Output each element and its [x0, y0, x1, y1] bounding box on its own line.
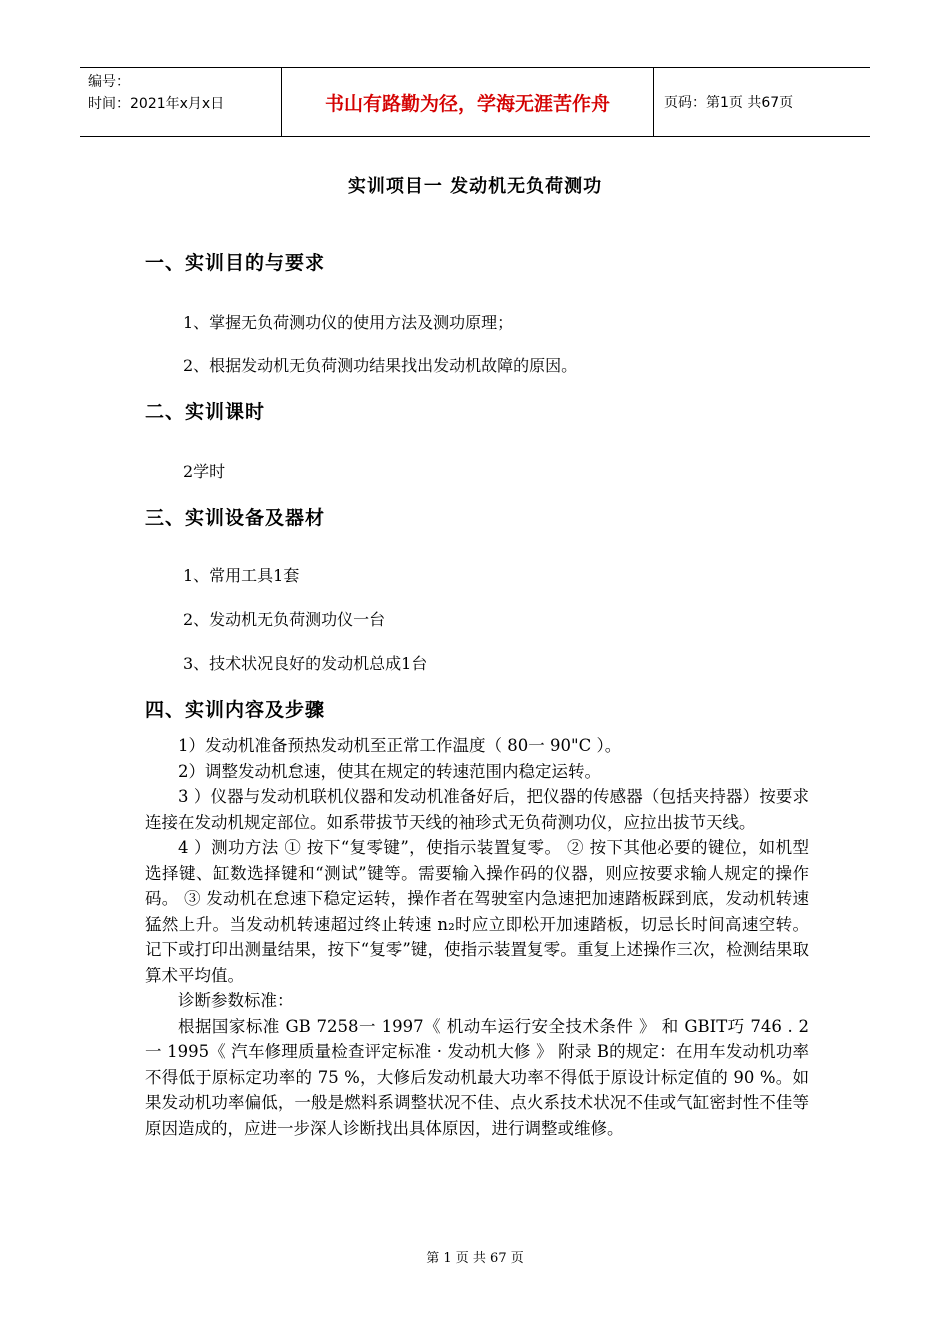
document-title: 实训项目一 发动机无负荷测功 — [347, 176, 603, 197]
section-heading-3: 三、实训设备及器材 — [145, 507, 326, 529]
paragraph: 2）调整发动机怠速，使其在规定的转速范围内稳定运转。 — [178, 761, 601, 781]
list-item: 3、技术状况良好的发动机总成1台 — [183, 654, 428, 673]
document-header — [80, 67, 870, 137]
header-page-info: 页码：第1页 共67页 — [664, 95, 794, 111]
paragraph: 4 ）测功方法 ① 按下“复零键”，使指示装置复零。 ② 按下其他必要的键位，如机型选择键、缸数选择键和“测试”键等。需要输入操作码的仪器，则应按要求输人规定的操作码。 ③ 发动机在怠速下稳定运转，操作者在驾驶室内急速把加速踏板踩到底，发动机转速猛然上升。当发动机转速超过终止转速 n₂时应立即松开加速踏板，切忌长时间高速空转。记下或打印出测量结果，按下“复零”键，使指示装置复零。重复上述操作三次，检测结果取算术平均值。 — [145, 838, 809, 985]
section-heading-4: 四、实训内容及步骤 — [145, 699, 326, 721]
section-heading-1: 一、实训目的与要求 — [145, 252, 326, 274]
number-label: 编号： — [88, 74, 130, 90]
list-item: 1、常用工具1套 — [183, 566, 300, 585]
list-item: 2、根据发动机无负荷测功结果找出发动机故障的原因。 — [183, 356, 578, 375]
list-item: 2学时 — [183, 462, 226, 481]
paragraph: 诊断参数标准： — [178, 991, 294, 1010]
paragraph: 1）发动机准备预热发动机至正常工作温度（ 80一 90"C ）。 — [178, 736, 622, 755]
page-footer: 第 1 页 共 67 页 — [426, 1251, 524, 1266]
section-body — [145, 733, 809, 1141]
paragraph: 根据国家标准 GB 7258一 1997《 机动车运行安全技术条件 》 和 GBIT巧 746 . 2一 1995《 汽车修理质量检查评定标准 · 发动机大修 》 附录 B的规定：在用车发动机功率不得低于原标定功率的 75 %，大修后发动机最大功率不得低于原设计标定值的 90 %。如果发动机功率偏低，一般是燃料系调整状况不佳、点火系技术状况不佳或气缸密封性不佳等原因造成的，应进一步深人诊断找出具体原因，进行调整或维修。 — [145, 1016, 809, 1138]
section-heading-2: 二、实训课时 — [145, 401, 266, 423]
time-label: 时间：2021年x月x日 — [88, 96, 225, 112]
paragraph: 3 ）仪器与发动机联机仪器和发动机准备好后，把仪器的传感器（包括夹持器）按要求连接在发动机规定部位。如系带拔节天线的袖珍式无负荷测功仪，应拉出拔节天线。 — [145, 787, 809, 832]
header-meta — [80, 68, 281, 136]
list-item: 1、掌握无负荷测功仪的使用方法及测功原理； — [183, 313, 514, 332]
header-motto: 书山有路勤为径，学海无涯苦作舟 — [281, 68, 654, 136]
list-item: 2、发动机无负荷测功仪一台 — [183, 610, 386, 629]
